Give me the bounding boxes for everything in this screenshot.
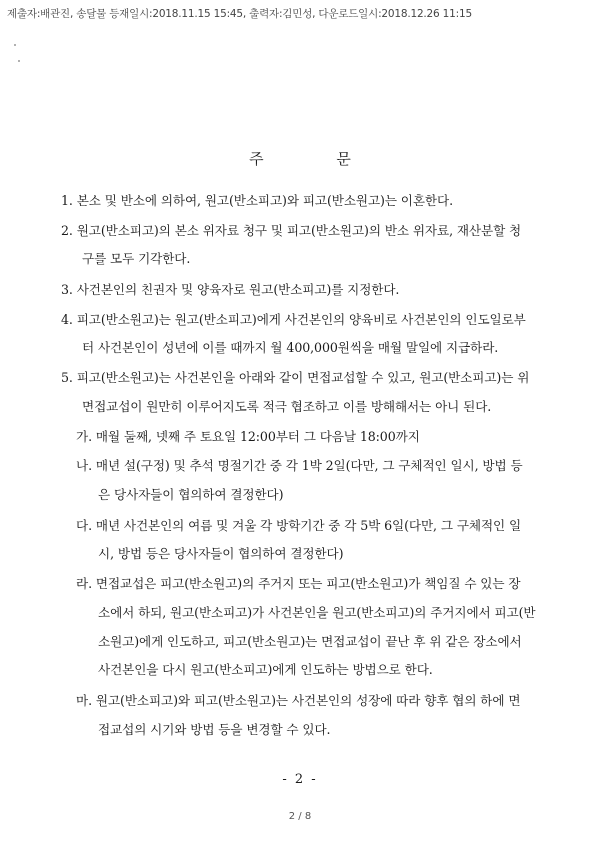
sub-item-ga: 가. 매월 둘째, 넷째 주 토요일 12:00부터 그 다음날 18:00까지 (76, 429, 420, 444)
page-number: - 2 - (282, 772, 318, 787)
sub-item-ma-line-1: 마. 원고(반소피고)와 피고(반소원고)는 사건본인의 성장에 따라 향후 협의 하에 면 (76, 693, 521, 708)
item-3: 3. 사건본인의 친권자 및 양육자로 원고(반소피고)를 지정한다. (61, 282, 400, 297)
scan-speck (18, 60, 20, 62)
document-header-meta: 제출자:배관진, 송달물 등재일시:2018.11.15 15:45, 출력자:김민성, 다운로드일시:2018.12.26 11:15 (7, 8, 472, 20)
item-2-line-2: 구를 모두 기각한다. (82, 251, 191, 266)
item-4-line-1: 4. 피고(반소원고)는 원고(반소피고)에게 사건본인의 양육비로 사건본인의 인도일로부 (61, 312, 526, 327)
page-count: 2 / 8 (288, 811, 312, 822)
item-1: 1. 본소 및 반소에 의하여, 원고(반소피고)와 피고(반소원고)는 이혼한다. (61, 193, 453, 208)
document-title: 주 문 (249, 150, 385, 168)
scan-speck (14, 44, 16, 46)
item-2-line-1: 2. 원고(반소피고)의 본소 위자료 청구 및 피고(반소원고)의 반소 위자료, 재산분할 청 (61, 223, 522, 238)
sub-item-na-line-1: 나. 매년 설(구정) 및 추석 명절기간 중 각 1박 2일(다만, 그 구체적인 일시, 방법 등 (76, 458, 523, 473)
item-5-line-1: 5. 피고(반소원고)는 사건본인을 아래와 같이 면접교섭할 수 있고, 원고(반소피고)는 위 (61, 370, 530, 385)
sub-item-ra-line-3: 소원고)에게 인도하고, 피고(반소원고)는 면접교섭이 끝난 후 위 같은 장소에서 (98, 634, 522, 649)
sub-item-da-line-1: 다. 매년 사건본인의 여름 및 겨울 각 방학기간 중 각 5박 6일(다만, 그 구체적인 일 (76, 518, 522, 533)
sub-item-ma-line-2: 접교섭의 시기와 방법 등을 변경할 수 있다. (98, 722, 331, 737)
sub-item-ra-line-4: 사건본인을 다시 원고(반소피고)에게 인도하는 방법으로 한다. (98, 662, 433, 677)
item-4-line-2: 터 사건본인이 성년에 이를 때까지 월 400,000원씩을 매월 말일에 지급하라. (82, 340, 499, 355)
sub-item-da-line-2: 시, 방법 등은 당사자들이 협의하여 결정한다) (98, 546, 344, 561)
sub-item-na-line-2: 은 당사자들이 협의하여 결정한다) (98, 487, 284, 502)
item-5-line-2: 면접교섭이 원만히 이루어지도록 적극 협조하고 이를 방해해서는 아니 된다. (82, 399, 492, 414)
sub-item-ra-line-1: 라. 면접교섭은 피고(반소원고)의 주거지 또는 피고(반소원고)가 책임질 수 있는 장 (76, 576, 521, 591)
sub-item-ra-line-2: 소에서 하되, 원고(반소피고)가 사건본인을 원고(반소피고)의 주거지에서 피고(반 (98, 605, 536, 620)
